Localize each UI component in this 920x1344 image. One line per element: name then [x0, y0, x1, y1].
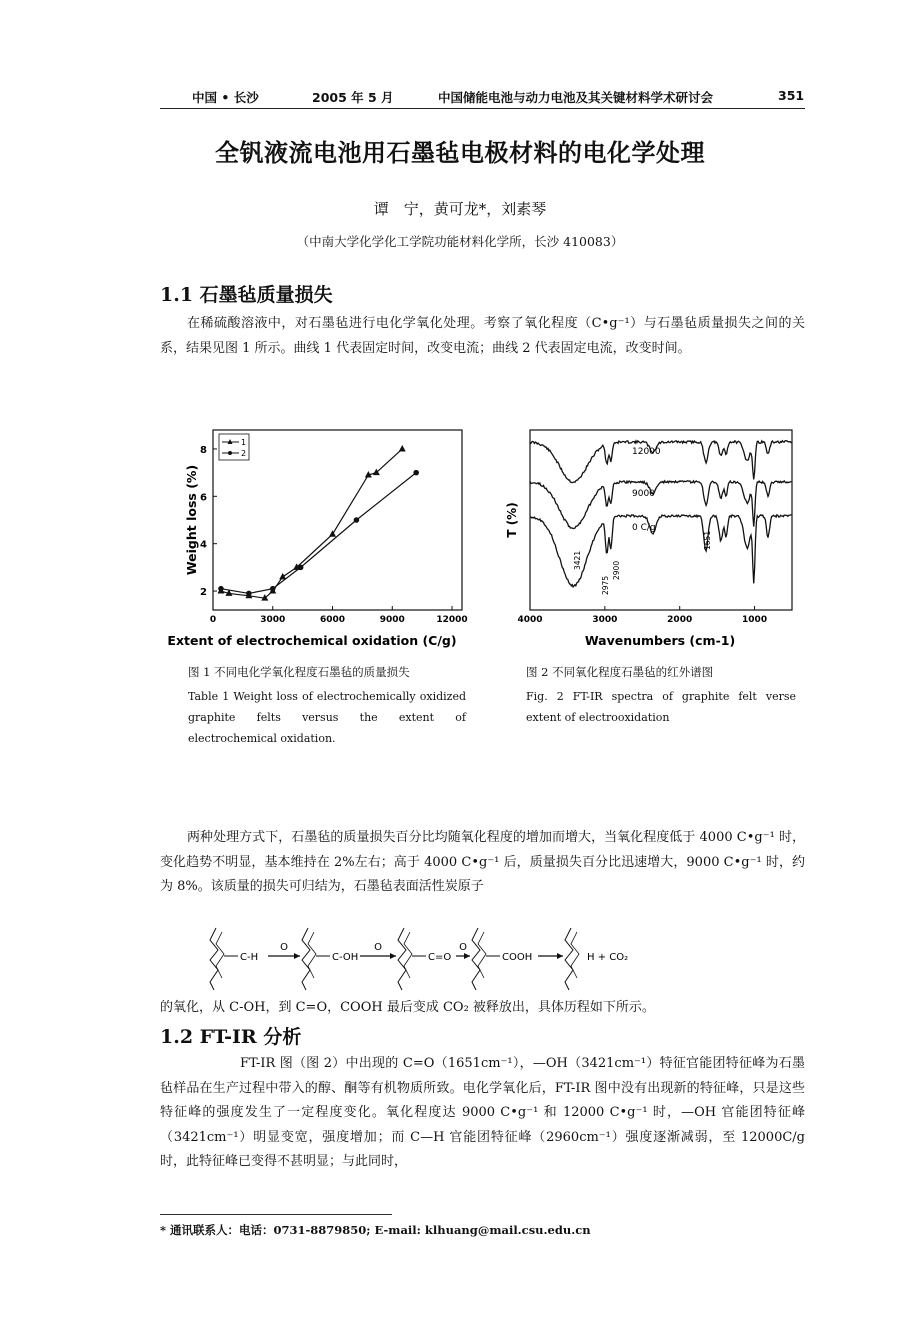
- functional-group-label: COOH: [502, 952, 533, 963]
- oxygen-label: O: [280, 942, 288, 953]
- figure-2-ftir-chart: [505, 420, 810, 652]
- chart1-xlabel: Extent of electrochemical oxidation (C/g): [167, 633, 457, 648]
- footnote-divider: [160, 1214, 392, 1215]
- figure-2-caption-cn: 图 2 不同氧化程度石墨毡的红外谱图: [526, 665, 714, 679]
- functional-group-label: C-H: [240, 952, 259, 963]
- chart1-xtick-label: 9000: [379, 615, 405, 625]
- chart1-series-2-point: [413, 470, 419, 476]
- ir-spectrum-9000: [530, 481, 791, 529]
- figure-1-weight-loss-chart: [167, 420, 472, 652]
- reaction-arrowhead: [294, 953, 300, 959]
- header-page-number: 351: [778, 88, 805, 103]
- ir-label-0: 0 C/g: [632, 523, 656, 533]
- chart1-ytick-label: 8: [200, 444, 207, 456]
- authors: 谭 宁，黄可龙*，刘素琴: [373, 200, 547, 218]
- chart2-ylabel: T (%): [505, 502, 519, 538]
- oxygen-label: O: [459, 942, 467, 953]
- corresponding-author-footnote: * 通讯联系人：电话：0731-8879850; E-mail: klhuang@mail.csu.edu.cn: [160, 1223, 591, 1237]
- functional-group-label: C-OH: [332, 952, 359, 963]
- ir-spectrum-12000: [530, 441, 791, 483]
- chart1-xtick-label: 0: [209, 615, 217, 625]
- chart1-series-2-point: [246, 591, 252, 597]
- product-label: H + CO₂: [587, 952, 629, 963]
- reaction-arrowhead: [390, 953, 396, 959]
- carbon-surface-edge: [302, 928, 310, 990]
- figure-1-caption-cn: 图 1 不同电化学氧化程度石墨毡的质量损失: [188, 665, 410, 679]
- chart2-xlabel: Wavenumbers (cm-1): [584, 633, 736, 648]
- section-1-1-continued-paragraph: 两种处理方式下，石墨毡的质量损失百分比均随氧化程度的增加而增大，当氧化程度低于 4000 C•g⁻¹ 时，变化趋势不明显，基本维持在 2%左右；高于 4000 C•g⁻¹ 后，质量损失百分比迅速增大，9000 C•g⁻¹ 时，约为 8%。该质量的损失可归结为，石墨毡表面活性炭原子: [160, 830, 805, 894]
- ir-label-12000: 12000: [632, 447, 661, 457]
- chart1-legend-label: 1: [241, 438, 247, 447]
- ir-peak-3421: 3421: [573, 550, 582, 570]
- ir-peak-2975: 2975: [601, 575, 610, 595]
- carbon-surface-edge: [398, 928, 406, 990]
- header-conference: 中国储能电池与动力电池及其关键材料学术研讨会: [438, 90, 714, 105]
- reaction-arrowhead: [557, 953, 563, 959]
- section-1-1-end-sentence: 的氧化，从 C-OH，到 C=O，COOH 最后变成 CO₂ 被释放出，具体历程如下所示。: [160, 1000, 655, 1015]
- chart1-xtick-label: 12000: [436, 615, 468, 625]
- functional-group-label: C=O: [428, 952, 452, 963]
- chart1-xtick-label: 3000: [260, 615, 286, 625]
- ir-spectrum-0: [530, 515, 791, 587]
- section-heading-1-2: 1.2 FT-IR 分析: [160, 1026, 302, 1048]
- chart1-ytick-label: 2: [200, 587, 207, 599]
- chart1-series-2-point: [270, 586, 276, 592]
- reaction-arrowhead: [464, 953, 470, 959]
- paper-title: 全钒液流电池用石墨毡电极材料的电化学处理: [215, 139, 705, 167]
- carbon-surface-edge: [565, 928, 573, 990]
- chart1-series-2-line: [221, 473, 416, 594]
- chart1-ytick-label: 6: [200, 492, 207, 504]
- chart1-ytick-label: 4: [200, 539, 207, 551]
- chart2-xtick-label: 3000: [592, 615, 618, 625]
- header-date: 2005 年 5 月: [312, 90, 394, 105]
- chart1-series-1-point: [279, 573, 286, 580]
- affiliation: （中南大学化学化工学院功能材料化学所，长沙 410083）: [296, 234, 624, 249]
- chart1-ylabel: Weight loss (%): [184, 464, 199, 576]
- section-1-2-paragraph: FT-IR 图（图 2）中出现的 C=O（1651cm⁻¹），—OH（3421cm⁻¹）特征官能团特征峰为石墨毡样品在生产过程中带入的醇、酮等有机物质所致。电化学氧化后，FT-IR 图中没有出现新的特征峰，只是这些特征峰的强度发生了一定程度变化。氧化程度达 9000 C•g⁻¹ 和 12000 C•g⁻¹ 时，—OH 官能团特征峰（3421cm⁻¹）明显变宽，强度增加；而 C—H 官能团特征峰（2960cm⁻¹）强度逐渐减弱，至 12000C/g 时，此特征峰已变得不甚明显；与此同时，: [160, 1056, 805, 1169]
- figure-1-caption-en: Table 1 Weight loss of electrochemically oxidized graphite felts versus the extent of electrochemical oxidation.: [188, 690, 466, 745]
- ir-peak-1651: 1651: [703, 530, 712, 550]
- ir-label-9000: 9000: [632, 489, 655, 499]
- section-heading-1-1: 1.1 石墨毡质量损失: [160, 284, 333, 306]
- ir-peak-2900: 2900: [612, 560, 621, 580]
- chart2-xtick-label: 2000: [667, 615, 693, 625]
- chart1-series-2-point: [354, 517, 360, 523]
- chart1-series-2-point: [298, 565, 304, 571]
- oxygen-label: O: [374, 942, 382, 953]
- chart1-legend-label: 2: [241, 449, 247, 458]
- chart2-xtick-label: 4000: [517, 615, 543, 625]
- header-location: 中国 • 长沙: [192, 90, 259, 105]
- figure-2-caption-en: Fig. 2 FT-IR spectra of graphite felt verse extent of electrooxidation: [526, 690, 796, 724]
- chart1-plot-frame: [213, 430, 462, 610]
- section-1-1-paragraph: 在稀硫酸溶液中，对石墨毡进行电化学氧化处理。考察了氧化程度（C•g⁻¹）与石墨毡质量损失之间的关系，结果见图 1 所示。曲线 1 代表固定时间，改变电流；曲线 2 代表固定电流，改变时间。: [160, 316, 805, 356]
- chart1-legend-marker: [228, 451, 232, 455]
- chart1-xtick-label: 6000: [319, 615, 346, 625]
- chart1-series-1-point: [399, 445, 406, 452]
- running-header: [160, 86, 805, 109]
- chart2-xtick-label: 1000: [742, 615, 768, 625]
- chart1-series-2-point: [218, 586, 224, 592]
- oxidation-reaction-scheme: [210, 926, 670, 992]
- carbon-surface-edge: [472, 928, 480, 990]
- carbon-surface-edge: [210, 928, 218, 990]
